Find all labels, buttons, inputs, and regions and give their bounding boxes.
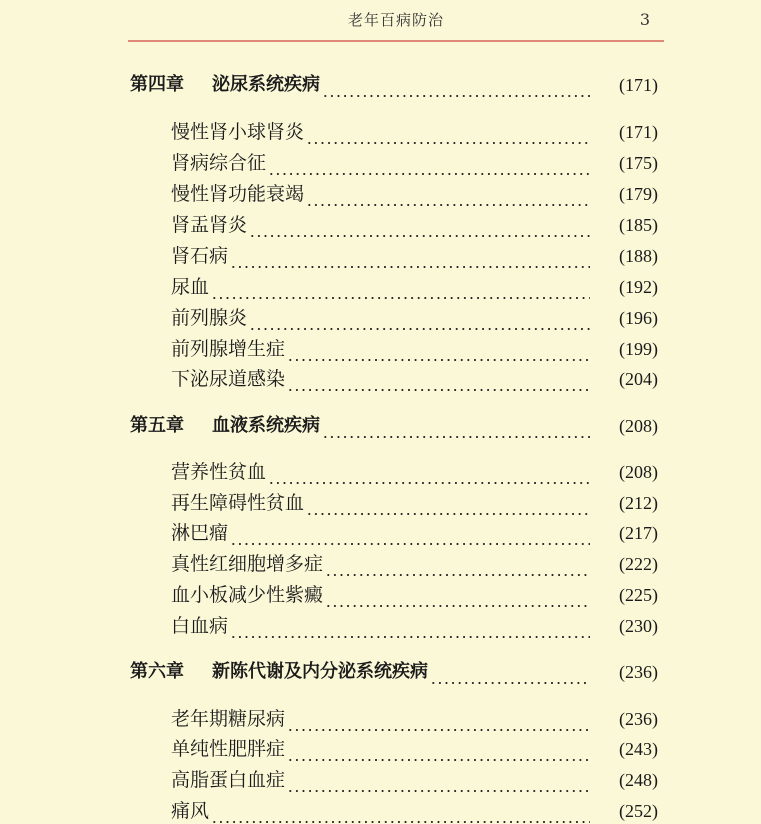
toc-page-number: (225) xyxy=(619,585,658,605)
chapter-heading xyxy=(130,659,428,685)
toc-page-number: (188) xyxy=(619,246,658,266)
page-number: 3 xyxy=(639,10,650,29)
toc-section-entry xyxy=(0,336,761,362)
toc-page-number: (236) xyxy=(619,662,658,682)
section-title: 单纯性肥胖症 xyxy=(171,738,286,760)
chapter-heading xyxy=(130,72,320,98)
section-title: 白血病 xyxy=(171,615,229,637)
toc-page-number: (252) xyxy=(619,801,658,821)
section-title: 痛风 xyxy=(171,800,210,822)
toc-page-number: (204) xyxy=(619,369,658,389)
chapter-title: 新陈代谢及内分泌系统疾病 xyxy=(212,661,428,682)
dot-leader xyxy=(322,72,590,98)
dot-leader xyxy=(306,490,590,516)
chapter-heading xyxy=(130,413,320,439)
section-title: 淋巴瘤 xyxy=(171,522,229,544)
dot-leader xyxy=(306,181,590,207)
toc-section-entry xyxy=(0,181,761,207)
dot-leader xyxy=(325,582,590,608)
toc-chapter-entry xyxy=(0,72,761,98)
toc-section-entry xyxy=(0,706,761,732)
toc-section-entry xyxy=(0,459,761,485)
toc-section-entry xyxy=(0,582,761,608)
chapter-number: 第五章 xyxy=(130,415,184,436)
toc-page-number: (222) xyxy=(619,554,658,574)
chapter-title: 血液系统疾病 xyxy=(212,415,320,436)
toc-section-entry xyxy=(0,243,761,269)
dot-leader xyxy=(268,150,590,176)
toc-section-entry xyxy=(0,736,761,762)
toc-page-number: (171) xyxy=(619,122,658,142)
chapter-number: 第六章 xyxy=(130,661,184,682)
section-title: 前列腺增生症 xyxy=(171,338,286,360)
toc-section-entry xyxy=(0,613,761,639)
toc-page-number: (243) xyxy=(619,739,658,759)
dot-leader xyxy=(306,119,590,145)
dot-leader xyxy=(249,305,590,331)
section-title: 高脂蛋白血症 xyxy=(171,769,286,791)
toc-page-number: (208) xyxy=(619,462,658,482)
chapter-number: 第四章 xyxy=(130,74,184,95)
toc-section-entry xyxy=(0,274,761,300)
section-title: 尿血 xyxy=(171,276,210,298)
section-title: 肾石病 xyxy=(171,245,229,267)
section-title: 慢性肾功能衰竭 xyxy=(171,183,305,205)
toc-section-entry xyxy=(0,551,761,577)
section-title: 血小板减少性紫癜 xyxy=(171,584,324,606)
toc-section-entry xyxy=(0,119,761,145)
chapter-title: 泌尿系统疾病 xyxy=(212,74,320,95)
toc-page-number: (185) xyxy=(619,215,658,235)
dot-leader xyxy=(325,551,590,577)
dot-leader xyxy=(430,659,590,685)
toc-page-number: (208) xyxy=(619,416,658,436)
toc-section-entry xyxy=(0,212,761,238)
toc-page-number: (175) xyxy=(619,153,658,173)
toc-section-entry xyxy=(0,490,761,516)
section-title: 下泌尿道感染 xyxy=(171,368,286,390)
toc-chapter-entry xyxy=(0,659,761,685)
toc-section-entry xyxy=(0,798,761,824)
dot-leader xyxy=(287,366,590,392)
section-title: 前列腺炎 xyxy=(171,307,248,329)
dot-leader xyxy=(249,212,590,238)
section-title: 慢性肾小球肾炎 xyxy=(171,121,305,143)
dot-leader xyxy=(230,520,590,546)
toc-page-number: (230) xyxy=(619,616,658,636)
dot-leader xyxy=(211,798,590,824)
dot-leader xyxy=(211,274,590,300)
toc-page-number: (192) xyxy=(619,277,658,297)
dot-leader xyxy=(287,336,590,362)
dot-leader xyxy=(268,459,590,485)
dot-leader xyxy=(287,767,590,793)
toc-page-number: (212) xyxy=(619,493,658,513)
section-title: 真性红细胞增多症 xyxy=(171,553,324,575)
section-title: 肾病综合征 xyxy=(171,152,267,174)
toc-section-entry xyxy=(0,150,761,176)
book-title: 老年百病防治 xyxy=(347,11,444,29)
section-title: 营养性贫血 xyxy=(171,461,267,483)
section-title: 再生障碍性贫血 xyxy=(171,492,305,514)
toc-section-entry xyxy=(0,767,761,793)
dot-leader xyxy=(230,613,590,639)
dot-leader xyxy=(287,736,590,762)
toc-section-entry xyxy=(0,366,761,392)
toc-page-number: (217) xyxy=(619,523,658,543)
toc-section-entry xyxy=(0,305,761,331)
toc-section-entry xyxy=(0,520,761,546)
toc-page-number: (196) xyxy=(619,308,658,328)
dot-leader xyxy=(230,243,590,269)
section-title: 老年期糖尿病 xyxy=(171,708,286,730)
toc-page-number: (248) xyxy=(619,770,658,790)
toc-page-number: (199) xyxy=(619,339,658,359)
toc-page-number: (171) xyxy=(619,75,658,95)
toc-page-number: (179) xyxy=(619,184,658,204)
dot-leader xyxy=(287,706,590,732)
dot-leader xyxy=(322,413,590,439)
section-title: 肾盂肾炎 xyxy=(171,214,248,236)
toc-page-number: (236) xyxy=(619,709,658,729)
toc-chapter-entry xyxy=(0,413,761,439)
